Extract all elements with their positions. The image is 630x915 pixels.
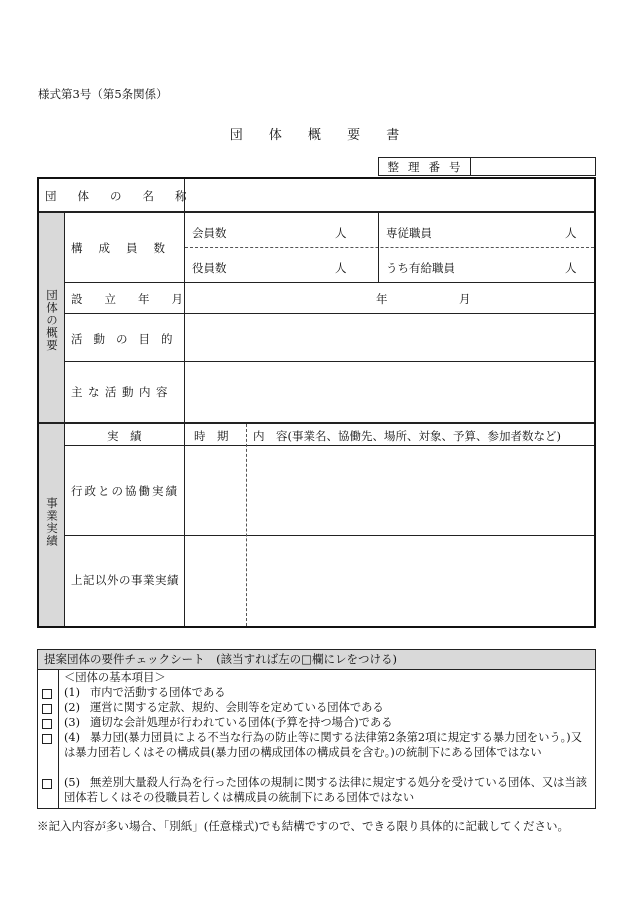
org-name-field[interactable] xyxy=(189,184,589,208)
main-activities-label: 主な活動内容 xyxy=(71,385,173,399)
checklist-item-text: 無差別大量殺人行為を行った団体の規制に関する法律に規定する処分を受けている団体、又は当該団体若しくはその役職員若しくは構成員の統制下にある団体ではない xyxy=(64,776,588,804)
results-header-content: 内 容(事業名、協働先、場所、対象、予算、参加者数など) xyxy=(253,429,561,443)
checklist-item xyxy=(64,715,592,730)
results-header-period: 時 期 xyxy=(194,429,229,443)
results-row-content-field[interactable] xyxy=(251,539,589,621)
purpose-field[interactable] xyxy=(189,317,589,357)
results-row-label: 行政との協働実績 xyxy=(71,484,179,498)
org-name-label xyxy=(45,188,208,204)
members-label: 構成員数 xyxy=(71,241,181,255)
checklist-item-number: (3) xyxy=(64,716,81,729)
overview-section-label: 団体の概要 xyxy=(45,289,59,352)
fulltime-staff-unit: 人 xyxy=(565,226,577,240)
checkbox[interactable] xyxy=(42,779,52,789)
form-number: 様式第3号（第5条関係） xyxy=(38,87,168,101)
checklist-header: 提案団体の要件チェックシート (該当すれば左の□欄にレをつける) xyxy=(38,650,595,670)
purpose-label: 活動の目的 xyxy=(71,332,184,346)
checklist-item-number: (5) xyxy=(64,776,81,789)
results-row-period-field[interactable] xyxy=(189,449,241,531)
paid-staff-label: うち有給職員 xyxy=(386,261,455,275)
results-section-label: 事業実績 xyxy=(45,497,59,547)
officer-count-unit: 人 xyxy=(335,261,347,275)
established-label: 設立年月 xyxy=(71,292,205,306)
checklist-item-text: 暴力団(暴力団員による不当な行為の防止等に関する法律第2条第2項に規定する暴力団をいう。)又は暴力団若しくはその構成員(暴力団の構成団体の構成員を含む。)の統制下にある団体ではない xyxy=(64,731,583,759)
checklist-item-number: (1) xyxy=(64,686,81,699)
member-count-label: 会員数 xyxy=(192,226,227,240)
serial-number-field[interactable] xyxy=(471,158,595,175)
main-activities-field[interactable] xyxy=(189,365,589,419)
officer-count-label: 役員数 xyxy=(192,261,227,275)
results-header-results: 実 績 xyxy=(107,429,142,443)
checklist-item-number: (2) xyxy=(64,701,81,714)
results-row-content-field[interactable] xyxy=(251,449,589,531)
page-title: 団 体 概 要 書 xyxy=(229,128,411,143)
established-year-label: 年 xyxy=(376,292,388,306)
checklist-subheader: ＜団体の基本項目＞ xyxy=(64,671,166,684)
paid-staff-unit: 人 xyxy=(565,261,577,275)
checklist-item-text: 適切な会計処理が行われている団体(予算を持つ場合)である xyxy=(90,716,393,729)
footnote: ※記入内容が多い場合、「別紙」(任意様式)でも結構ですので、できる限り具体的に記載してください。 xyxy=(37,819,569,833)
checklist-item-number: (4) xyxy=(64,731,81,744)
checklist-item xyxy=(64,700,592,715)
checkbox[interactable] xyxy=(42,734,52,744)
requirements-checklist xyxy=(37,649,596,809)
checklist-item xyxy=(64,775,592,805)
serial-number-label: 整理番号 xyxy=(379,158,471,175)
results-row-period-field[interactable] xyxy=(189,539,241,621)
member-count-unit: 人 xyxy=(335,226,347,240)
checklist-item-text: 運営に関する定款、規約、会則等を定めている団体である xyxy=(90,701,384,714)
checkbox[interactable] xyxy=(42,689,52,699)
checklist-item xyxy=(64,685,592,700)
checklist-item-text: 市内で活動する団体である xyxy=(90,686,226,699)
fulltime-staff-label: 専従職員 xyxy=(386,226,432,240)
checkbox[interactable] xyxy=(42,704,52,714)
results-row-label: 上記以外の事業実績 xyxy=(71,573,179,587)
established-month-label: 月 xyxy=(459,292,471,306)
checkbox[interactable] xyxy=(42,719,52,729)
overview-table xyxy=(37,177,596,628)
serial-number-box xyxy=(378,157,596,176)
checklist-item xyxy=(64,730,592,760)
org-name-label-text: 団体の名称 xyxy=(45,189,208,203)
